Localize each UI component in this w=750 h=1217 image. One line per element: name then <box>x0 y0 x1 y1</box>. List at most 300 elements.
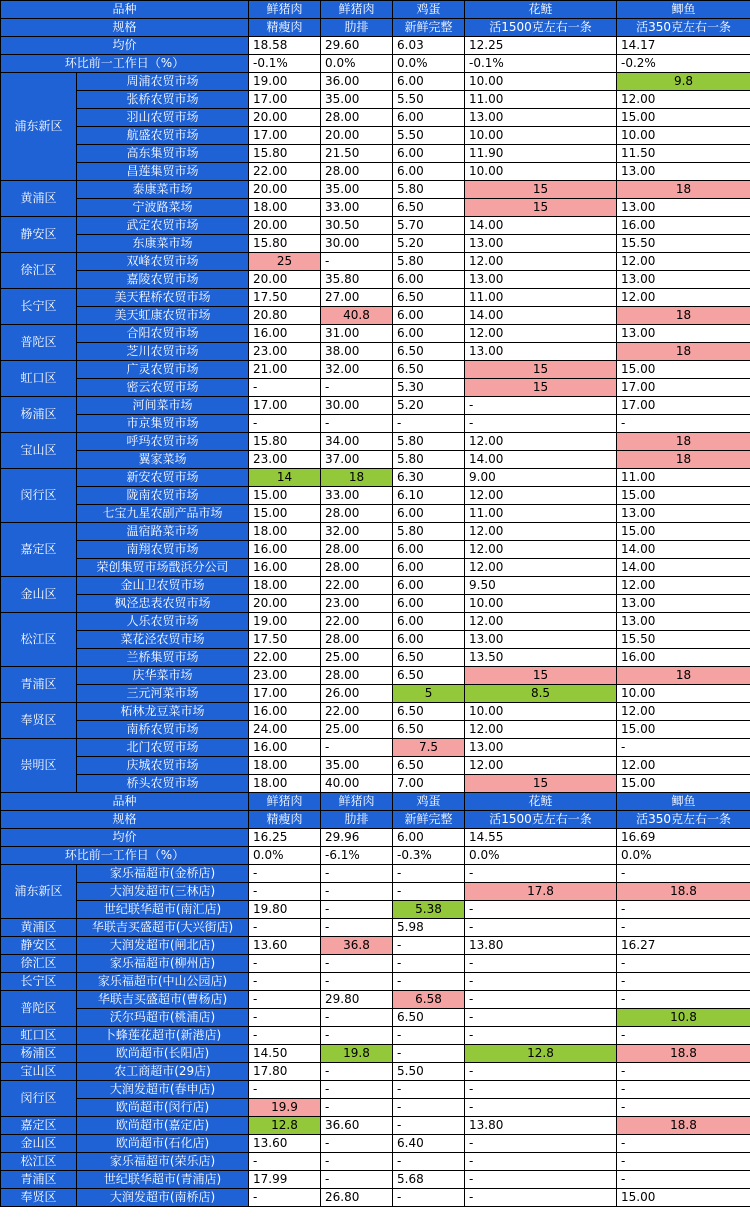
price-cell: 20.00 <box>249 271 321 289</box>
price-cell: - <box>617 1027 750 1045</box>
price-cell: 13.60 <box>249 937 321 955</box>
price-cell: 17.00 <box>249 127 321 145</box>
price-cell: 28.00 <box>321 667 393 685</box>
price-cell: 6.50 <box>393 703 465 721</box>
table-row <box>1 523 750 541</box>
price-cell: 11.50 <box>617 145 750 163</box>
price-cell: - <box>249 1081 321 1099</box>
price-cell: - <box>393 883 465 901</box>
market-name: 世纪联华超市(青浦店) <box>77 1171 249 1189</box>
price-cell: 17.00 <box>249 397 321 415</box>
header-label: 品种 <box>1 1 249 19</box>
price-cell: 18 <box>321 469 393 487</box>
price-cell: 15.50 <box>617 631 750 649</box>
price-cell: 10.8 <box>617 1009 750 1027</box>
table-row <box>1 1045 750 1063</box>
header-cell: -0.3% <box>393 847 465 865</box>
price-cell: 12.00 <box>465 523 617 541</box>
price-cell: 15 <box>465 775 617 793</box>
market-name: 航盛农贸市场 <box>77 127 249 145</box>
price-cell: 15 <box>465 199 617 217</box>
price-cell: 22.00 <box>249 649 321 667</box>
price-cell: 13.00 <box>617 199 750 217</box>
price-cell: 14.00 <box>617 559 750 577</box>
price-cell: 20.00 <box>249 181 321 199</box>
price-cell: 17.50 <box>249 289 321 307</box>
price-cell: - <box>321 415 393 433</box>
market-name: 新安农贸市场 <box>77 469 249 487</box>
price-cell: 23.00 <box>249 667 321 685</box>
price-cell: 10.00 <box>465 703 617 721</box>
table-row <box>1 253 750 271</box>
price-cell: - <box>249 991 321 1009</box>
price-cell: 17.00 <box>617 379 750 397</box>
price-cell: 15.00 <box>249 505 321 523</box>
price-cell: 19.80 <box>249 901 321 919</box>
price-cell: 5.50 <box>393 91 465 109</box>
table-row <box>1 91 750 109</box>
price-cell: 16.00 <box>617 649 750 667</box>
district-cell: 金山区 <box>1 1135 77 1153</box>
price-cell: 35.00 <box>321 181 393 199</box>
price-cell: 15.00 <box>617 721 750 739</box>
table-row <box>1 541 750 559</box>
price-cell: - <box>617 991 750 1009</box>
district-cell: 崇明区 <box>1 739 77 793</box>
price-cell: 6.00 <box>393 541 465 559</box>
price-cell: - <box>393 937 465 955</box>
district-cell: 静安区 <box>1 937 77 955</box>
market-name: 庆城农贸市场 <box>77 757 249 775</box>
market-name: 家乐福超市(中山公园店) <box>77 973 249 991</box>
price-cell: 6.00 <box>393 325 465 343</box>
price-cell: 20.00 <box>249 109 321 127</box>
price-cell: 11.90 <box>465 145 617 163</box>
market-name: 密云农贸市场 <box>77 379 249 397</box>
price-cell: 7.00 <box>393 775 465 793</box>
header-row <box>1 37 750 55</box>
price-cell: 15.80 <box>249 433 321 451</box>
market-name: 人乐农贸市场 <box>77 613 249 631</box>
header-cell: 活350克左右一条 <box>617 811 750 829</box>
price-cell: 17.00 <box>249 91 321 109</box>
price-cell: 19.00 <box>249 613 321 631</box>
header-cell: 29.96 <box>321 829 393 847</box>
price-cell: 6.50 <box>393 667 465 685</box>
header-cell: 鲫鱼 <box>617 793 750 811</box>
price-cell: 6.40 <box>393 1135 465 1153</box>
table-row <box>1 1117 750 1135</box>
price-cell: 6.00 <box>393 307 465 325</box>
market-name: 呼玛农贸市场 <box>77 433 249 451</box>
price-cell: - <box>393 1045 465 1063</box>
header-label: 环比前一工作日（%） <box>1 847 249 865</box>
price-cell: 7.5 <box>393 739 465 757</box>
price-cell: - <box>393 973 465 991</box>
price-cell: - <box>249 919 321 937</box>
market-name: 家乐福超市(柳州店) <box>77 955 249 973</box>
price-cell: 5.80 <box>393 451 465 469</box>
price-cell: 16.00 <box>617 217 750 235</box>
price-cell: - <box>617 865 750 883</box>
price-cell: - <box>321 919 393 937</box>
header-row <box>1 811 750 829</box>
table-row <box>1 883 750 901</box>
table-row <box>1 343 750 361</box>
price-cell: - <box>465 1081 617 1099</box>
table-row <box>1 217 750 235</box>
market-name: 华联吉买盛超市(曹杨店) <box>77 991 249 1009</box>
price-cell: 21.50 <box>321 145 393 163</box>
table-row <box>1 73 750 91</box>
price-cell: - <box>249 1027 321 1045</box>
price-cell: 18 <box>617 451 750 469</box>
price-cell: 13.00 <box>465 109 617 127</box>
header-row <box>1 1 750 19</box>
price-cell: - <box>249 1009 321 1027</box>
header-cell: 鲜猪肉 <box>321 793 393 811</box>
price-cell: 11.00 <box>465 91 617 109</box>
price-cell: - <box>465 955 617 973</box>
price-cell: 22.00 <box>321 703 393 721</box>
district-cell: 闵行区 <box>1 1081 77 1117</box>
price-cell: 15 <box>465 379 617 397</box>
price-cell: 12.00 <box>617 253 750 271</box>
price-cell: 18.00 <box>249 757 321 775</box>
table-row <box>1 433 750 451</box>
price-cell: 12.00 <box>465 541 617 559</box>
price-cell: 14.00 <box>465 451 617 469</box>
table-row <box>1 451 750 469</box>
table-row <box>1 631 750 649</box>
market-name: 枫泾忠表农贸市场 <box>77 595 249 613</box>
header-cell: 14.17 <box>617 37 750 55</box>
price-cell: 17.00 <box>617 397 750 415</box>
price-cell: 6.00 <box>393 559 465 577</box>
price-cell: - <box>393 1081 465 1099</box>
price-cell: 12.00 <box>617 577 750 595</box>
price-cell: 18.8 <box>617 1117 750 1135</box>
price-cell: 19.00 <box>249 73 321 91</box>
table-row <box>1 307 750 325</box>
price-cell: 28.00 <box>321 505 393 523</box>
price-cell: 6.50 <box>393 1009 465 1027</box>
price-cell: 9.8 <box>617 73 750 91</box>
price-cell: 6.00 <box>393 271 465 289</box>
price-cell: 12.00 <box>617 91 750 109</box>
price-cell: 18.00 <box>249 577 321 595</box>
price-cell: 18 <box>617 433 750 451</box>
price-cell: 30.00 <box>321 235 393 253</box>
header-cell: 花鲢 <box>465 1 617 19</box>
price-cell: 15.80 <box>249 235 321 253</box>
header-cell: 16.25 <box>249 829 321 847</box>
table-row <box>1 559 750 577</box>
price-cell: 12.00 <box>465 253 617 271</box>
header-cell: 鲜猪肉 <box>249 793 321 811</box>
header-cell: 肋排 <box>321 811 393 829</box>
price-cell: 6.00 <box>393 145 465 163</box>
price-cell: - <box>321 1171 393 1189</box>
header-cell: 0.0% <box>465 847 617 865</box>
price-cell: 13.00 <box>465 631 617 649</box>
price-cell: 23.00 <box>249 343 321 361</box>
price-cell: 16.00 <box>249 703 321 721</box>
price-cell: 10.00 <box>465 73 617 91</box>
district-cell: 静安区 <box>1 217 77 253</box>
price-cell: 13.00 <box>465 343 617 361</box>
table-row <box>1 775 750 793</box>
price-cell: - <box>465 397 617 415</box>
price-cell: - <box>249 973 321 991</box>
price-cell: 10.00 <box>465 127 617 145</box>
header-cell: 0.0% <box>321 55 393 73</box>
price-cell: 10.00 <box>465 163 617 181</box>
district-cell: 黄浦区 <box>1 919 77 937</box>
market-name: 市京集贸市场 <box>77 415 249 433</box>
price-cell: 6.50 <box>393 289 465 307</box>
price-cell: 12.00 <box>617 757 750 775</box>
market-name: 世纪联华超市(南汇店) <box>77 901 249 919</box>
price-cell: 6.50 <box>393 757 465 775</box>
header-label: 均价 <box>1 829 249 847</box>
header-cell: 鲫鱼 <box>617 1 750 19</box>
price-cell: 11.00 <box>465 289 617 307</box>
price-cell: 5.80 <box>393 181 465 199</box>
price-cell: 28.00 <box>321 631 393 649</box>
market-name: 泰康菜市场 <box>77 181 249 199</box>
price-cell: 10.00 <box>617 685 750 703</box>
price-cell: - <box>617 955 750 973</box>
price-cell: 5.68 <box>393 1171 465 1189</box>
table-row <box>1 667 750 685</box>
price-cell: 6.00 <box>393 577 465 595</box>
header-cell: 6.00 <box>393 829 465 847</box>
price-cell: 33.00 <box>321 199 393 217</box>
price-cell: 28.00 <box>321 541 393 559</box>
price-cell: - <box>465 973 617 991</box>
price-cell: - <box>321 1099 393 1117</box>
price-cell: 14.50 <box>249 1045 321 1063</box>
market-name: 七宝九星农副产品市场 <box>77 505 249 523</box>
market-name: 羽山农贸市场 <box>77 109 249 127</box>
price-cell: 13.00 <box>617 505 750 523</box>
price-cell: - <box>617 1171 750 1189</box>
header-cell: 鲜猪肉 <box>321 1 393 19</box>
price-cell: 12.00 <box>465 757 617 775</box>
price-cell: 9.50 <box>465 577 617 595</box>
district-cell: 徐汇区 <box>1 955 77 973</box>
header-cell: 29.60 <box>321 37 393 55</box>
header-row <box>1 793 750 811</box>
price-cell: 11.00 <box>617 469 750 487</box>
market-name: 沃尔玛超市(桃浦店) <box>77 1009 249 1027</box>
price-cell: 35.00 <box>321 757 393 775</box>
price-cell: 5 <box>393 685 465 703</box>
header-row <box>1 829 750 847</box>
price-cell: 12.00 <box>465 721 617 739</box>
table-row <box>1 1063 750 1081</box>
price-cell: 28.00 <box>321 559 393 577</box>
market-name: 庆华菜市场 <box>77 667 249 685</box>
market-name: 大润发超市(闸北店) <box>77 937 249 955</box>
table-row <box>1 901 750 919</box>
market-name: 东康菜市场 <box>77 235 249 253</box>
price-cell: 10.00 <box>465 595 617 613</box>
price-cell: 20.00 <box>321 127 393 145</box>
price-cell: 6.00 <box>393 595 465 613</box>
market-name: 昌莲集贸市场 <box>77 163 249 181</box>
header-cell: 新鲜完整 <box>393 811 465 829</box>
price-cell: 18.8 <box>617 1045 750 1063</box>
header-cell: 18.58 <box>249 37 321 55</box>
price-cell: 13.00 <box>465 739 617 757</box>
district-cell: 杨浦区 <box>1 1045 77 1063</box>
price-cell: - <box>249 883 321 901</box>
price-cell: 18 <box>617 181 750 199</box>
price-cell: 12.00 <box>465 433 617 451</box>
price-cell: 18.00 <box>249 523 321 541</box>
price-cell: 33.00 <box>321 487 393 505</box>
price-cell: 20.00 <box>249 217 321 235</box>
price-cell: - <box>465 1063 617 1081</box>
price-cell: - <box>617 1081 750 1099</box>
district-cell: 青浦区 <box>1 1171 77 1189</box>
table-row <box>1 1153 750 1171</box>
market-name: 大润发超市(南桥店) <box>77 1189 249 1207</box>
price-cell: 36.60 <box>321 1117 393 1135</box>
price-cell: - <box>393 415 465 433</box>
price-cell: 18.00 <box>249 199 321 217</box>
table-row <box>1 361 750 379</box>
price-cell: 13.60 <box>249 1135 321 1153</box>
district-cell: 嘉定区 <box>1 523 77 577</box>
price-cell: 6.00 <box>393 631 465 649</box>
price-cell: - <box>465 1027 617 1045</box>
header-cell: 16.69 <box>617 829 750 847</box>
price-cell: 28.00 <box>321 163 393 181</box>
price-cell: - <box>465 1171 617 1189</box>
price-cell: 35.00 <box>321 91 393 109</box>
table-row <box>1 505 750 523</box>
price-cell: - <box>321 1009 393 1027</box>
district-cell: 奉贤区 <box>1 703 77 739</box>
price-cell: 6.00 <box>393 505 465 523</box>
market-name: 华联吉买盛超市(大兴街店) <box>77 919 249 937</box>
price-cell: - <box>617 1099 750 1117</box>
market-name: 兰桥集贸市场 <box>77 649 249 667</box>
table-row <box>1 613 750 631</box>
price-cell: 18.8 <box>617 883 750 901</box>
table-row <box>1 595 750 613</box>
price-cell: 30.50 <box>321 217 393 235</box>
price-cell: - <box>321 1081 393 1099</box>
table-row <box>1 685 750 703</box>
market-name: 欧尚超市(嘉定店) <box>77 1117 249 1135</box>
header-cell: 精瘦肉 <box>249 811 321 829</box>
table-row <box>1 919 750 937</box>
header-row <box>1 847 750 865</box>
price-cell: - <box>465 415 617 433</box>
market-name: 广灵农贸市场 <box>77 361 249 379</box>
price-cell: 6.00 <box>393 163 465 181</box>
district-cell: 奉贤区 <box>1 1189 77 1207</box>
price-cell: 15.00 <box>617 487 750 505</box>
header-label: 规格 <box>1 19 249 37</box>
table-row <box>1 721 750 739</box>
header-cell: 肋排 <box>321 19 393 37</box>
market-name: 菜花泾农贸市场 <box>77 631 249 649</box>
price-cell: 17.8 <box>465 883 617 901</box>
price-cell: - <box>321 1027 393 1045</box>
table-row <box>1 1027 750 1045</box>
header-cell: 活1500克左右一条 <box>465 811 617 829</box>
price-cell: 13.00 <box>617 613 750 631</box>
price-cell: - <box>321 865 393 883</box>
price-cell: - <box>465 1009 617 1027</box>
district-cell: 长宁区 <box>1 289 77 325</box>
district-cell: 松江区 <box>1 1153 77 1171</box>
price-cell: - <box>321 739 393 757</box>
price-cell: 13.00 <box>617 163 750 181</box>
price-cell: 13.00 <box>465 271 617 289</box>
price-cell: 22.00 <box>249 163 321 181</box>
price-cell: 15.00 <box>249 487 321 505</box>
market-name: 美天虹康农贸市场 <box>77 307 249 325</box>
price-cell: 5.98 <box>393 919 465 937</box>
header-label: 环比前一工作日（%） <box>1 55 249 73</box>
table-row <box>1 865 750 883</box>
price-cell: 15.00 <box>617 1189 750 1207</box>
header-cell: 0.0% <box>249 847 321 865</box>
market-name: 嘉陵农贸市场 <box>77 271 249 289</box>
market-name: 河间菜市场 <box>77 397 249 415</box>
price-cell: 36.8 <box>321 937 393 955</box>
district-cell: 杨浦区 <box>1 397 77 433</box>
market-name: 家乐福超市(金桥店) <box>77 865 249 883</box>
price-cell: 35.80 <box>321 271 393 289</box>
price-cell: 6.50 <box>393 721 465 739</box>
header-cell: -6.1% <box>321 847 393 865</box>
market-name: 宁波路菜场 <box>77 199 249 217</box>
market-name: 金山卫农贸市场 <box>77 577 249 595</box>
price-cell: 5.50 <box>393 1063 465 1081</box>
price-cell: 17.99 <box>249 1171 321 1189</box>
price-cell: 13.80 <box>465 937 617 955</box>
price-cell: 25.00 <box>321 649 393 667</box>
price-cell: 16.00 <box>249 325 321 343</box>
header-row <box>1 19 750 37</box>
price-cell: 15 <box>465 667 617 685</box>
market-name: 张桥农贸市场 <box>77 91 249 109</box>
district-cell: 黄浦区 <box>1 181 77 217</box>
price-cell: 16.27 <box>617 937 750 955</box>
price-cell: 13.00 <box>617 325 750 343</box>
price-cell: - <box>249 865 321 883</box>
table-row <box>1 703 750 721</box>
header-label: 均价 <box>1 37 249 55</box>
price-cell: 32.00 <box>321 523 393 541</box>
price-cell: 30.00 <box>321 397 393 415</box>
price-cell: 15.00 <box>617 775 750 793</box>
market-name: 柘林龙豆菜市场 <box>77 703 249 721</box>
price-cell: 6.00 <box>393 109 465 127</box>
price-cell: 8.5 <box>465 685 617 703</box>
price-cell: - <box>465 901 617 919</box>
table-row <box>1 127 750 145</box>
price-cell: 40.8 <box>321 307 393 325</box>
price-cell: 13.00 <box>465 235 617 253</box>
